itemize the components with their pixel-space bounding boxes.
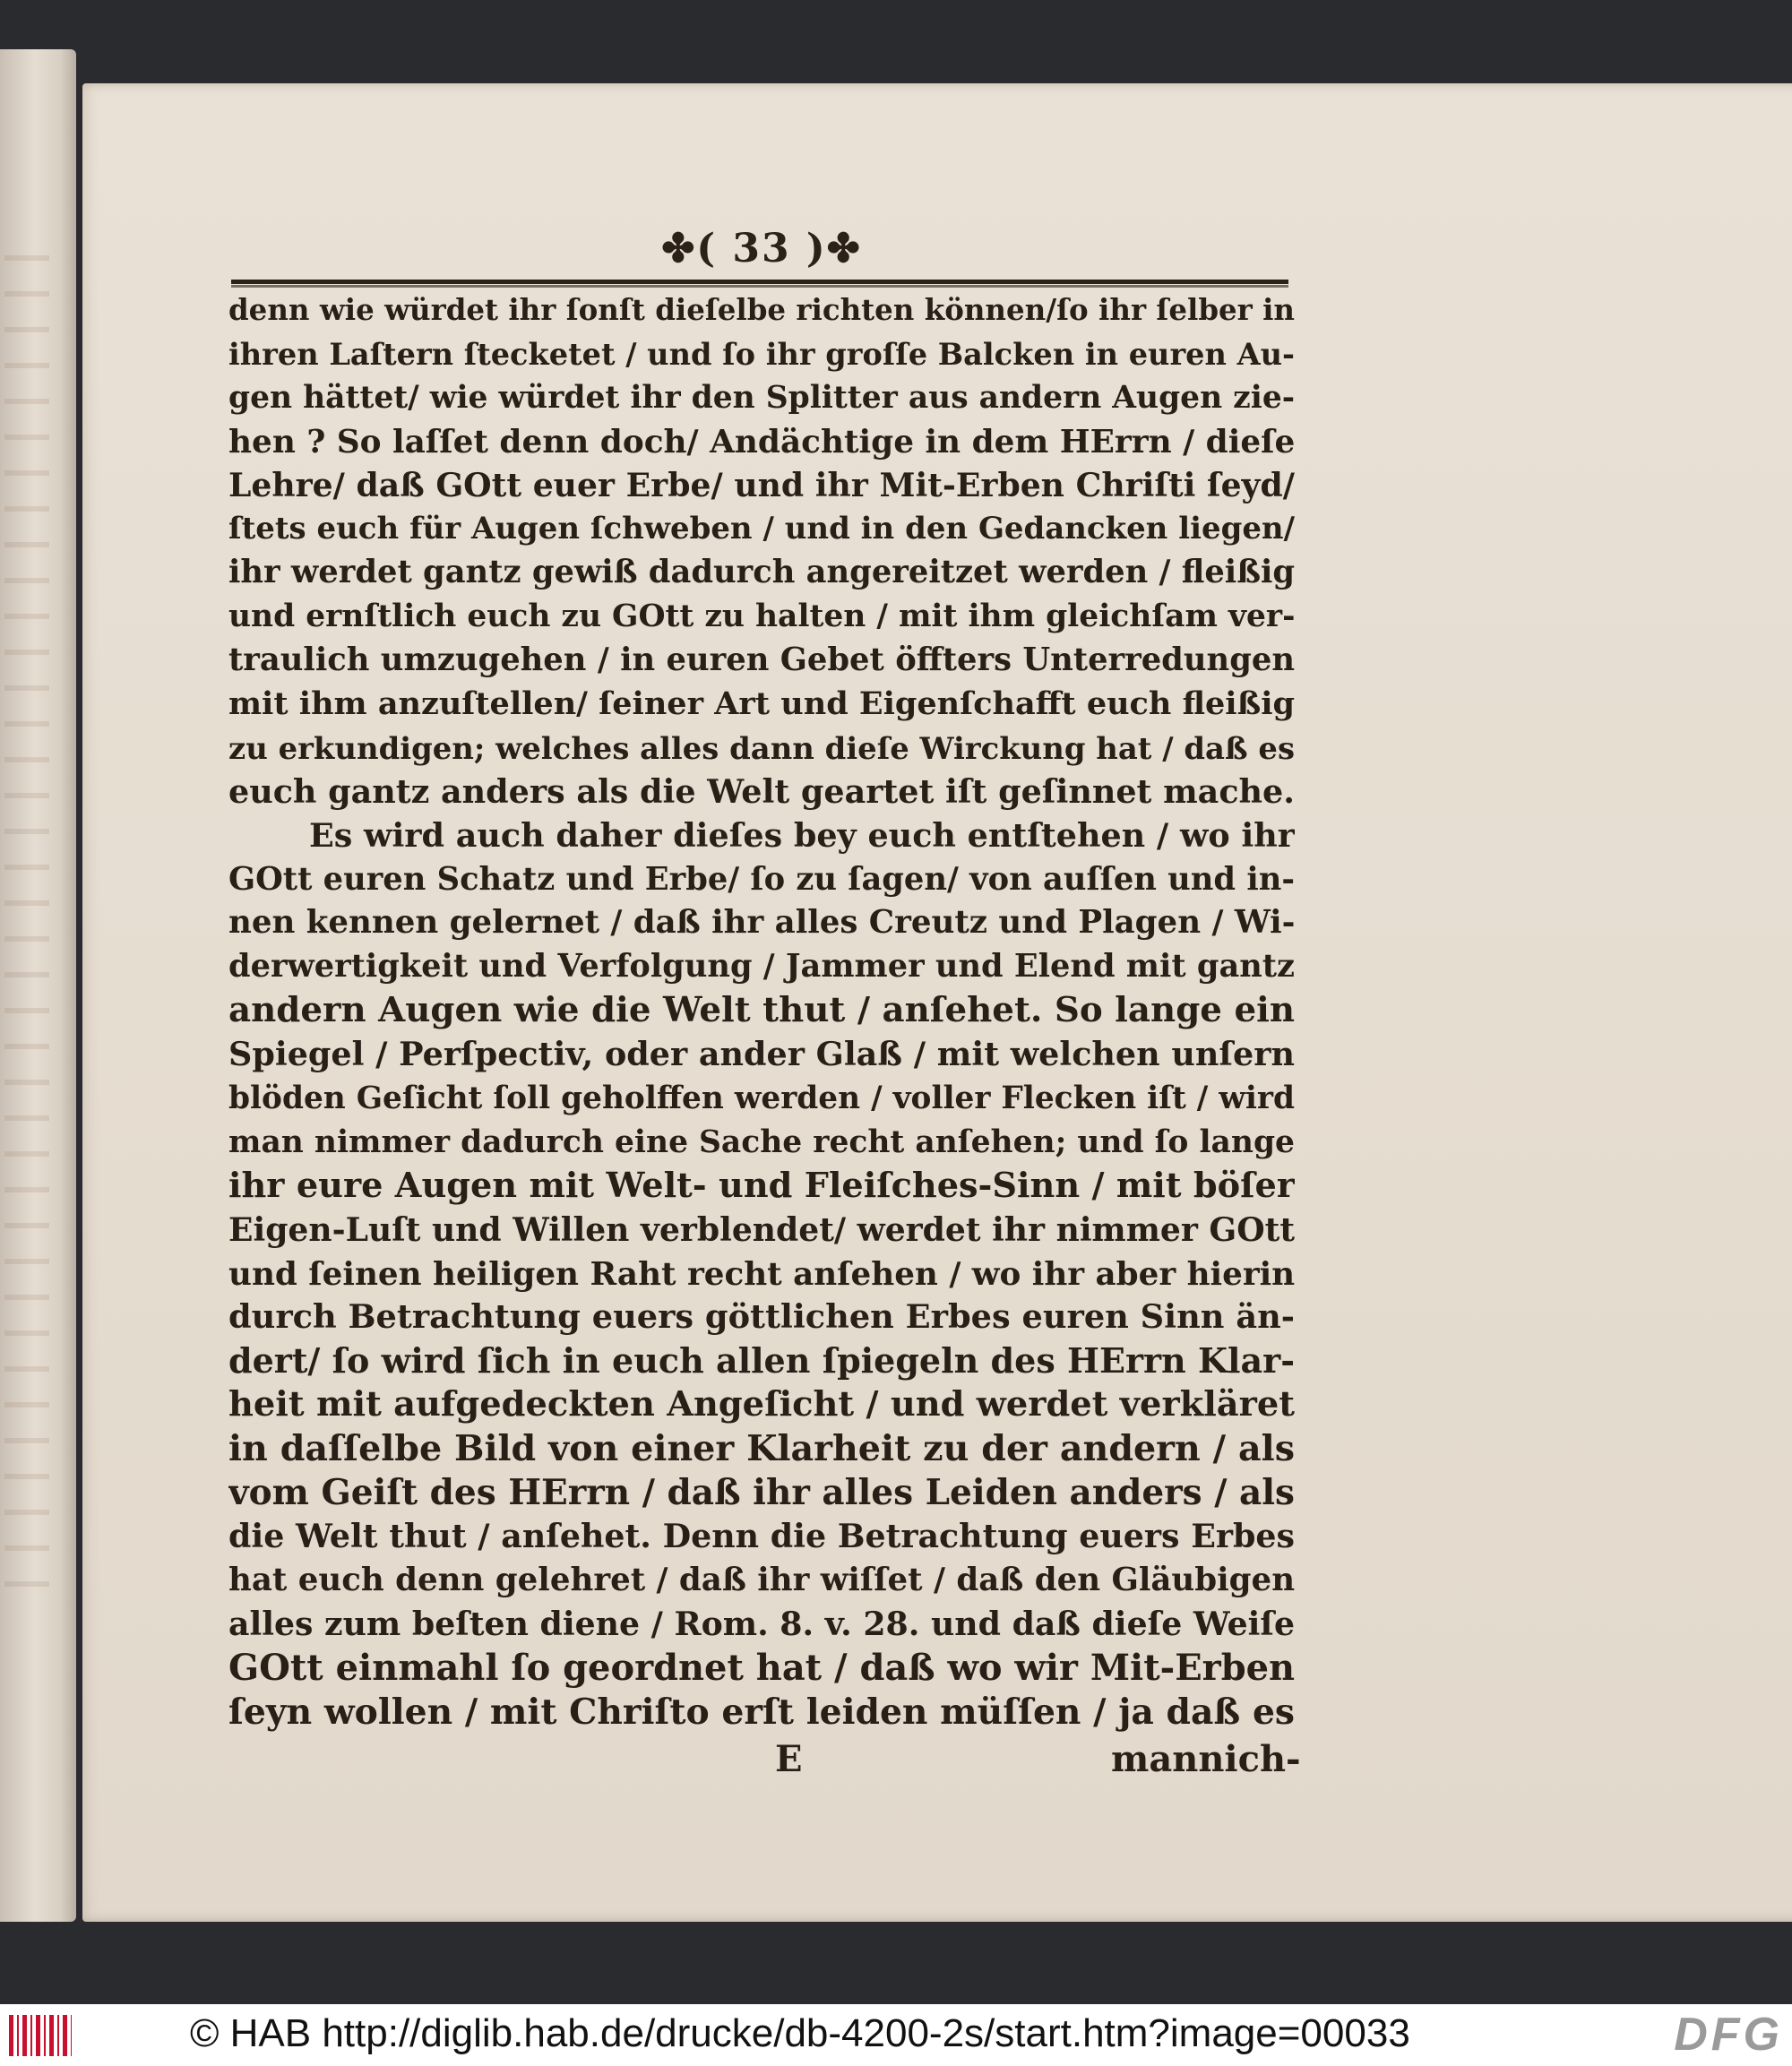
text-line: heit mit aufgedeckten Angeſicht / und werdet verkläret [228,1384,1295,1425]
signature-mark: E [775,1738,803,1780]
text-line: ihr eure Augen mit Welt- und Fleiſches-Sinn / mit böſer [228,1165,1295,1206]
text-line: ihren Laſtern ſtecketet / und ſo ihr groſſe Balcken in euren Au- [228,335,1295,372]
text-line: in daſſelbe Bild von einer Klarheit zu der andern / als [228,1428,1295,1470]
text-line: Es wird auch daher dieſes bey euch entſtehen / wo ihr [309,815,1295,855]
text-line: zu erkundigen; welches alles dann dieſe Wirckung hat / daß es [228,729,1295,766]
text-line: und ernſtlich euch zu GOtt zu halten / mit ihm gleichſam ver- [228,598,1295,635]
text-line: hat euch denn gelehret / daß ihr wiſſet / daß den Gläubigen [228,1561,1295,1598]
dfg-logo: DFG [1674,2009,1783,2061]
text-line: nen kennen gelernet / daß ihr alles Creutz und Plagen / Wi- [228,904,1295,942]
catchword: mannich- [1111,1738,1301,1780]
header-rule [231,280,1288,284]
header-rule-secondary [231,285,1288,288]
text-line: traulich umzugehen / in euren Gebet öffters Unterredungen [228,641,1295,679]
page-header: ✤( 33 )✤ [661,226,862,271]
previous-page-edge [0,49,76,1922]
text-line: derwertigkeit und Verfolgung / Jammer und Elend mit gantz [228,948,1295,986]
text-line: GOtt euren Schatz und Erbe/ ſo zu ſagen/ von auſſen und in- [228,860,1295,898]
text-line: alles zum beſten diene / Rom. 8. v. 28. und daß dieſe Weiſe [228,1604,1295,1643]
text-line: vom Geiſt des HErrn / daß ihr alles Leiden anders / als [228,1472,1295,1514]
text-line: man nimmer dadurch eine Sache recht anſehen; und ſo lange [228,1123,1295,1160]
text-line: und ſeinen heiligen Raht recht anſehen / wo ihr aber hierin [228,1254,1295,1293]
text-line: dert/ ſo wird ſich in euch allen ſpiegeln des HErrn Klar- [228,1340,1295,1382]
barcode-icon [9,2015,72,2056]
text-line: euch gantz anders als die Welt geartet iſt geſinnet mache. [228,771,1295,811]
footer-bar [0,2004,1792,2066]
text-line: Lehre/ daß GOtt euer Erbe/ und ihr Mit-Erben Chriſti ſeyd/ [228,465,1295,504]
text-line: ſtets euch für Augen ſchweben / und in den Gedancken liegen/ [228,511,1295,547]
text-line: ſeyn wollen / mit Chriſto erſt leiden müſſen / ja daß es [228,1691,1295,1733]
text-line: Eigen-Luſt und Willen verblendet/ werdet ihr nimmer GOtt [228,1209,1295,1249]
copyright-url[interactable]: © HAB http://diglib.hab.de/drucke/db-4200-2s/start.htm?image=00033 [190,2011,1410,2055]
text-line: GOtt einmahl ſo geordnet hat / daß wo wir Mit-Erben [228,1647,1295,1689]
text-line: andern Augen wie die Welt thut / anſehet. So lange ein [228,990,1295,1031]
text-line: durch Betrachtung euers göttlichen Erbes euren Sinn än- [228,1297,1295,1337]
text-line: hen ? So laſſet denn doch/ Andächtige in dem HErrn / dieſe [228,422,1295,461]
text-line: blöden Geſicht ſoll geholffen werden / voller Flecken iſt / wird [228,1080,1295,1117]
text-line: Spiegel / Perſpectiv, oder ander Glaß / mit welchen unſern [228,1035,1295,1074]
text-line: gen hättet/ wie würdet ihr den Splitter aus andern Augen zie- [228,379,1295,416]
text-line: die Welt thut / anſehet. Denn die Betrachtung euers Erbes [228,1516,1295,1555]
text-line: denn wie würdet ihr ſonſt dieſelbe richten können/ſo ihr ſelber in [228,293,1295,327]
text-line: ihr werdet gantz gewiß dadurch angereitzet werden / fleißig [228,554,1295,591]
text-line: mit ihm anzuſtellen/ ſeiner Art und Eigenſchafft euch fleißig [228,685,1295,723]
page-text [228,288,1295,1734]
